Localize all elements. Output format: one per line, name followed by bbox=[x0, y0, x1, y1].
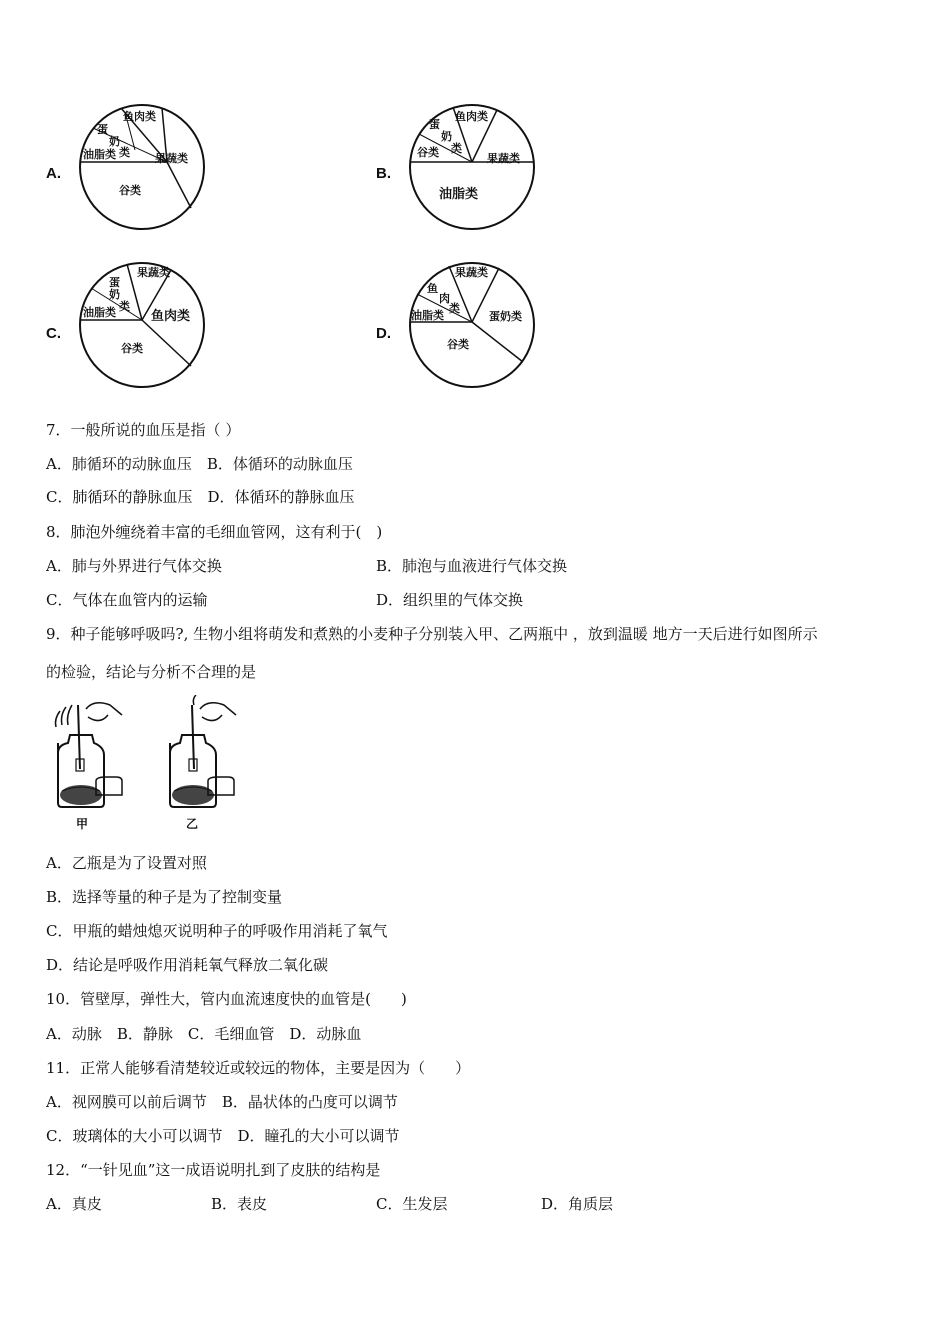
pie-chart-b bbox=[405, 100, 540, 235]
q10-options: A．动脉 B．静脉 C．毛细血管 D．动脉血 bbox=[46, 1025, 362, 1043]
pie-a-label: 谷类 bbox=[119, 184, 141, 197]
pie-c-label: 鱼肉类 bbox=[151, 309, 191, 324]
pie-d-label: 肉 bbox=[439, 292, 450, 305]
pie-d-label: 油脂类 bbox=[411, 309, 444, 322]
pie-d-label: 谷类 bbox=[447, 338, 469, 351]
pie-a-label: 类 bbox=[119, 146, 130, 159]
option-d-letter: D. bbox=[376, 325, 391, 342]
pie-d-label: 果蔬类 bbox=[455, 266, 488, 279]
q9-option-a: A．乙瓶是为了设置对照 bbox=[46, 854, 207, 872]
q11-options-row1: A．视网膜可以前后调节 B．晶状体的凸度可以调节 bbox=[46, 1093, 398, 1111]
q9-option-c: C．甲瓶的蜡烛熄灭说明种子的呼吸作用消耗了氧气 bbox=[46, 922, 388, 940]
jar-label-yi: 乙 bbox=[186, 817, 199, 831]
q8-option-c: C．气体在血管内的运输 bbox=[46, 591, 208, 609]
jar-label-jia: 甲 bbox=[76, 817, 89, 831]
pie-chart-a bbox=[75, 100, 210, 235]
pie-b-label: 类 bbox=[451, 142, 462, 155]
q10-stem: 10．管壁厚，弹性大，管内血流速度快的血管是( ) bbox=[46, 990, 407, 1008]
jar-jia bbox=[56, 703, 123, 807]
pie-a-label: 奶 bbox=[109, 135, 120, 148]
q7-options-row1: A．肺循环的动脉血压 B．体循环的动脉血压 bbox=[46, 455, 353, 473]
pie-a-label: 果蔬类 bbox=[155, 152, 188, 165]
q12-option-d: D．角质层 bbox=[541, 1195, 614, 1213]
pie-c-label: 奶 bbox=[109, 288, 120, 301]
pie-d-label: 蛋奶类 bbox=[489, 310, 522, 323]
q7-stem: 7．一般所说的血压是指（ ） bbox=[46, 421, 241, 439]
jar-experiment-figure bbox=[48, 695, 248, 835]
q11-stem: 11．正常人能够看清楚较近或较远的物体，主要是因为（ ） bbox=[46, 1059, 471, 1077]
q8-option-b: B．肺泡与血液进行气体交换 bbox=[376, 557, 568, 575]
q9-stem-line2: 的检验，结论与分析不合理的是 bbox=[46, 663, 257, 681]
q11-options-row2: C．玻璃体的大小可以调节 D．瞳孔的大小可以调节 bbox=[46, 1127, 400, 1145]
q12-option-c: C．生发层 bbox=[376, 1195, 448, 1213]
pie-a-label: 鱼肉类 bbox=[123, 110, 156, 123]
pie-b-label: 果蔬类 bbox=[487, 152, 520, 165]
pie-chart-d bbox=[405, 258, 540, 393]
q9-option-b: B．选择等量的种子是为了控制变量 bbox=[46, 888, 283, 906]
jar-yi bbox=[170, 695, 236, 807]
q8-stem: 8．肺泡外缠绕着丰富的毛细血管网，这有利于( ) bbox=[46, 523, 383, 541]
pie-b-label: 鱼肉类 bbox=[455, 110, 488, 123]
pie-b-label: 蛋 bbox=[429, 118, 440, 131]
pie-a-label: 蛋 bbox=[97, 123, 108, 136]
q12-option-a: A．真皮 bbox=[46, 1195, 102, 1213]
option-a-letter: A. bbox=[46, 165, 61, 182]
pie-c-label: 类 bbox=[119, 300, 130, 313]
pie-a-label: 油脂类 bbox=[83, 148, 116, 161]
pie-b-label: 奶 bbox=[441, 130, 452, 143]
pie-d-label: 鱼 bbox=[427, 282, 438, 295]
pie-c-label: 果蔬类 bbox=[137, 266, 170, 279]
pie-c-label: 谷类 bbox=[121, 342, 143, 355]
pie-d-label: 类 bbox=[449, 302, 460, 315]
pie-b-label: 谷类 bbox=[417, 146, 439, 159]
q9-option-d: D．结论是呼吸作用消耗氧气释放二氧化碳 bbox=[46, 956, 329, 974]
q8-option-a: A．肺与外界进行气体交换 bbox=[46, 557, 222, 575]
pie-c-label: 油脂类 bbox=[83, 306, 116, 319]
q12-stem: 12．“一针见血”这一成语说明扎到了皮肤的结构是 bbox=[46, 1161, 381, 1179]
q7-options-row2: C．肺循环的静脉血压 D．体循环的静脉血压 bbox=[46, 488, 355, 506]
q12-option-b: B．表皮 bbox=[211, 1195, 268, 1213]
pie-chart-c bbox=[75, 258, 210, 393]
option-b-letter: B. bbox=[376, 165, 391, 182]
q8-option-d: D．组织里的气体交换 bbox=[376, 591, 524, 609]
pie-b-label: 油脂类 bbox=[439, 187, 479, 202]
q9-stem-line1: 9．种子能够呼吸吗?, 生物小组将萌发和煮熟的小麦种子分别装入甲、乙两瓶中 ，放到温暖 地方一天后进行如图所示 bbox=[46, 625, 818, 643]
option-c-letter: C. bbox=[46, 325, 61, 342]
pie-c-label: 蛋 bbox=[109, 276, 120, 289]
